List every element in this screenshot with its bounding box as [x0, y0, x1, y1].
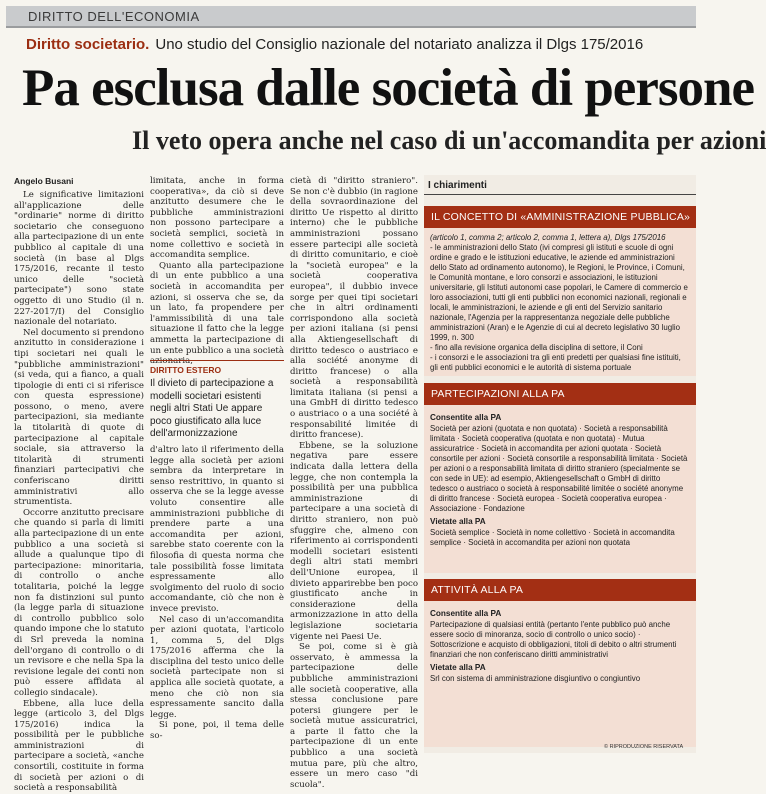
- pull-quote: [150, 360, 284, 440]
- paragraph: Ebbene, alla luce della legge (articolo 3, del Dlgs 175/2016) indica la possibilità per le pubbliche amministrazioni di partecipare a società, «anche consortili, costituite in forma di società per azioni o di società a responsabilità: [14, 698, 144, 794]
- paragraph: d'altro lato il riferimento della legge alla società per azioni sembra da interpretare in senso restrittivo, in quanto si osserva che se la legge avesse voluto consentire alle amministrazioni pubbliche di prendere parte a una accomandita per azioni, sarebbe stato coerente con la filosofia di questa norma che tale possibilità fosse limitata espressamente allo svolgimento del ruolo di socio accomandante, ciò che non è invece previsto.: [150, 445, 284, 614]
- paragraph: cietà di "diritto straniero". Se non c'è dubbio (in ragione della sovraordinazione del diritto Ue rispetto al diritto interno) che le pubbliche amministrazioni possano essere partecipi alle società di diritto comunitario, e cioè la "società europea" e la società cooperativa europea", il dubbio invece sorge per quei tipi societari che in altri ordinamenti corrispondono alla società per azioni italiana (si pensi alla Aktiengesellschaft di diritto tedesco o austriaco e alla société anonyme di diritto francese) o alla società a responsabilità limitata italiana (si pensi a una GmbH di diritto tedesco o austriaco o a una société à responsabilité limitée di diritto francese).: [290, 176, 419, 441]
- paragraph: Occorre anzitutto precisare che quando si parla di limiti alla partecipazione di un ente pubblico a una società si allude a qualunque tipo di partecipazione: minoritaria, di controllo o anche totalitaria, poiché la legge non fa distinzioni sul punto (la legge parla di situazione di controllo pubblico solo quando impone che lo statuto di Srl preveda la nomina dell'organo di controllo o di un revisore e che nella Spa la revisione legale dei conti non può essere affidata al collegio sindacale).: [14, 507, 144, 698]
- box-partecipazioni: [424, 383, 696, 573]
- allowed-text: Società per azioni (quotata e non quotata) · Società a responsabilità limitata · Società cooperativa (quotata e non quotata) · Mutua assicuratrice · Società in accomandita per azioni quotata · Società consortile per azioni · Società consortile a responsabilità limitata · Società per azioni o a responsabilità limitata di diritto straniero (specialmente se con sede in UE): ad esempio, Aktiengesellschaft o GmbH di diritto tedesco o austriaco o società à responsabilité limitée o société anonyme di diritto francese · Società europea · Società cooperativa europea · Associazione · Fondazione: [430, 424, 688, 513]
- box-title: IL CONCETTO DI «AMMINISTRAZIONE PUBBLICA»: [424, 206, 696, 228]
- sidebar-heading-text: I chiarimenti: [428, 180, 487, 191]
- box-title: PARTECIPAZIONI ALLA PA: [424, 383, 696, 405]
- forbidden-text: Società semplice · Società in nome collettivo · Società in accomandita semplice · Società in accomandita per azioni non quotata: [430, 528, 675, 547]
- forbidden-text: Srl con sistema di amministrazione disgiuntivo o congiuntivo: [430, 674, 641, 683]
- article-column-1: [14, 190, 144, 794]
- byline: Angelo Busani: [14, 176, 74, 186]
- pull-quote-title: DIRITTO ESTERO: [150, 360, 284, 375]
- box-line: - fino alla revisione organica della disciplina di settore, il Coni: [430, 343, 643, 352]
- box-body: [424, 405, 696, 552]
- box-title: ATTIVITÀ ALLA PA: [424, 579, 696, 601]
- article-column-3: [290, 176, 419, 790]
- headline: Pa esclusa dalle società di persone: [22, 59, 754, 117]
- box-reference: (articolo 1, comma 2; articolo 2, comma 1, lettera a), Dlgs 175/2016: [430, 233, 666, 242]
- kicker: [26, 36, 696, 53]
- subhead: Il veto opera anche nel caso di un'accomandita per azioni: [132, 126, 766, 155]
- forbidden-label: Vietate alla PA: [430, 663, 486, 672]
- article-column-2-continued: [150, 445, 284, 755]
- article-column-2: [150, 176, 284, 367]
- paragraph: Nel caso di un'accomandita per azioni quotata, l'articolo 1, comma 5, del Dlgs 175/2016 afferma che la disciplina del testo unico delle società partecipate non si applica alle società quotate, a meno che ciò non sia espressamente sancito dalla legge.: [150, 614, 284, 720]
- paragraph: Quanto alla partecipazione di un ente pubblico a una società in accomandita per azioni, si osserva che se, da un lato, fa propendere per l'ammissibilità di una tale situazione il fatto che la legge ammetta la partecipazione di un ente pubblico a una società azionaria,: [150, 260, 284, 367]
- paragraph: Si pone, poi, il tema delle so-: [150, 720, 284, 742]
- allowed-text: Partecipazione di qualsiasi entità (pertanto l'ente pubblico può anche essere socio di minoranza, socio di controllo o unico socio) · Sottoscrizione e acquisto di obbligazioni, titoli di debito o altri strumenti finanziari che non conferiscano diritti amministrativi: [430, 620, 677, 659]
- sidebar-chiarimenti: [424, 175, 696, 753]
- box-amministrazione-pubblica: [424, 206, 696, 376]
- paragraph: limitata, anche in forma cooperativa», da ciò si deve anzitutto desumere che le pubbliche amministrazioni non possono partecipare a società semplici, società in nome collettivo e società in accomandita semplice.: [150, 176, 284, 261]
- sidebar-heading: [424, 175, 696, 195]
- kicker-text: Uno studio del Consiglio nazionale del notariato analizza il Dlgs 175/2016: [155, 36, 644, 53]
- box-body: [424, 601, 696, 688]
- paragraph: Se poi, come si è già osservato, è ammessa la partecipazione delle pubbliche amministrazioni alle società cooperative, alla stessa conclusione pare potersi giungere per le società mutue assicuratrici, a parte il fatto che la partecipazione di un ente pubblico a una società mutua pare, più che altro, essere un mero caso "di scuola".: [290, 642, 418, 790]
- paragraph: Nel documento si prendono anzitutto in considerazione i tipi societari nei quali le "pubbliche amministrazioni" (si veda, qui a fianco, a quali tipologie di enti ci si riferisce con questa espressione) possono, o meno, avere partecipazioni, sia mediante la titolarità di quote di partecipazione al capitale sociale, sia attraverso la titolarità di strumenti finanziari partecipativi che conferiscano diritti amministrativi allo strumentista.: [14, 327, 144, 508]
- allowed-label: Consentite alla PA: [430, 609, 502, 618]
- box-line: - le amministrazioni dello Stato (ivi compresi gli istituti e scuole di ogni ordine e grado e le istituzioni educative, le aziende ed amministrazioni dello Stato ad ordinamento autonomo), le Regioni, le Province, i Comuni, le Comunità montane, e loro consorzi e associazioni, le istituzioni universitarie, gli Istituti autonomi case popolari, le Camere di commercio e loro associazioni, tutti gli enti pubblici non economici nazionali, regionali e locali, le amministrazioni, le aziende e gli enti del Servizio sanitario nazionale, l'Agenzia per la rappresentanza negoziale delle pubbliche amministrazioni (Aran) e le Agenzie di cui al decreto legislativo 30 luglio 1999, n. 300: [430, 243, 688, 342]
- allowed-label: Consentite alla PA: [430, 413, 502, 422]
- box-attivita: [424, 579, 696, 747]
- pull-quote-body: Il divieto di partecipazione a modelli societari esistenti negli altri Stati Ue appare poco giustificato alla luce dell'armonizzazione: [150, 378, 274, 439]
- forbidden-label: Vietate alla PA: [430, 517, 486, 526]
- box-body: [424, 228, 696, 377]
- section-label: DIRITTO DELL'ECONOMIA: [28, 9, 200, 24]
- section-bar: [6, 6, 696, 28]
- paragraph: Le significative limitazioni all'applicazione delle "ordinarie" norme di diritto societario che conseguono alla partecipazione di un ente pubblico al capitale di una società (in base al Dlgs 175/2016, recante il testo unico delle "società partecipate") sono state oggetto di uno Studio (il n. 227-2017/I) del Consiglio nazionale del notariato.: [14, 190, 144, 328]
- copyright: © RIPRODUZIONE RISERVATA: [604, 744, 684, 750]
- paragraph: Ebbene, se la soluzione negativa pare essere indicata dalla lettera della legge, che non contempla la possibilità per una pubblica amministrazione di partecipare a una società di diritto straniero, non può sfuggire che, almeno con riferimento ai corrispondenti modelli societari esistenti degli altri stati membri dell'Unione europea, il divieto apparirebbe ben poco giustificato anche in considerazione della armonizzazione in atto della legislazione societaria vigente nei Paesi Ue.: [290, 440, 418, 642]
- box-line: - i consorzi e le associazioni tra gli enti predetti per qualsiasi fine istituiti, gli enti pubblici economici e le autorità di sistema portuale: [430, 353, 681, 372]
- kicker-lead: Diritto societario.: [26, 36, 150, 53]
